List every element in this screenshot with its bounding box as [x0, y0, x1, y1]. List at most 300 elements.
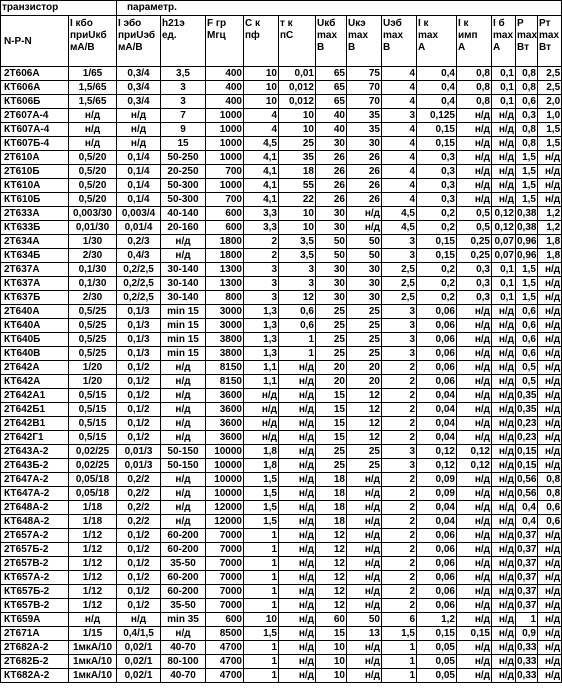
transistor-name-cell: КТ647А-2 [1, 487, 69, 501]
parameter-cell: н/д [279, 501, 316, 515]
parameter-cell: 26 [316, 151, 347, 165]
parameter-cell: 0,06 [417, 305, 457, 319]
transistor-name-cell: 2Т633А [1, 207, 69, 221]
parameter-cell: 25 [316, 333, 347, 347]
parameter-cell: 4700 [206, 669, 244, 683]
parameter-cell: 12 [347, 417, 382, 431]
parameter-cell: 0,1/30 [69, 263, 117, 277]
parameter-cell: н/д [538, 431, 562, 445]
parameter-cell: н/д [347, 221, 382, 235]
parameter-cell: н/д [457, 431, 492, 445]
parameter-cell: н/д [457, 585, 492, 599]
parameter-cell: 0,1 [492, 95, 516, 109]
parameter-cell: 0,2 [417, 207, 457, 221]
parameter-cell: 1 [244, 599, 279, 613]
column-header-line: max [418, 30, 439, 41]
parameter-cell: н/д [492, 319, 516, 333]
parameter-cell: н/д [457, 319, 492, 333]
parameter-cell: н/д [279, 487, 316, 501]
parameter-cell: 4 [382, 179, 417, 193]
parameter-cell: 1/12 [69, 585, 117, 599]
parameter-cell: н/д [492, 501, 516, 515]
parameter-cell: н/д [457, 641, 492, 655]
parameter-cell: 0,1/4 [117, 165, 161, 179]
table-row [1, 81, 562, 95]
parameter-cell: 1,2 [417, 613, 457, 627]
parameter-cell: 1/18 [69, 501, 117, 515]
parameter-cell: 2 [382, 515, 417, 529]
parameter-cell: 0,1/2 [117, 403, 161, 417]
transistor-name-cell: 2Т647А-2 [1, 473, 69, 487]
table-row [1, 585, 562, 599]
parameter-cell: 26 [347, 151, 382, 165]
table-row [1, 571, 562, 585]
parameter-cell: 0,02/1 [117, 669, 161, 683]
parameter-cell: н/д [161, 403, 206, 417]
parameter-cell: 1 [244, 585, 279, 599]
transistor-name-cell: 2Т643Б-2 [1, 459, 69, 473]
parameter-cell: 50 [347, 235, 382, 249]
parameter-cell: 3600 [206, 431, 244, 445]
top-label-row [1, 1, 562, 16]
parameter-cell: 0,2 [417, 291, 457, 305]
parameter-cell: 1/18 [69, 515, 117, 529]
parameter-cell: 3 [382, 305, 417, 319]
parameter-cell: 2,5 [538, 81, 562, 95]
parameter-cell: 65 [316, 95, 347, 109]
parameter-cell: 0,1/3 [117, 305, 161, 319]
parameter-cell: н/д [457, 151, 492, 165]
parameter-cell: н/д [492, 571, 516, 585]
parameter-cell: 26 [347, 193, 382, 207]
parameter-cell: н/д [347, 487, 382, 501]
parameter-cell: 0,2/2,5 [117, 291, 161, 305]
parameter-cell: н/д [457, 347, 492, 361]
parameter-cell: н/д [492, 669, 516, 683]
table-row [1, 263, 562, 277]
parameter-cell: 0,5 [457, 207, 492, 221]
parameter-cell: 1 [516, 613, 538, 627]
parameter-cell: 0,06 [417, 347, 457, 361]
column-header [457, 16, 492, 67]
parameter-cell: 1,5 [244, 501, 279, 515]
parameter-cell: н/д [279, 529, 316, 543]
table-row [1, 473, 562, 487]
parameter-cell: 0,8 [538, 473, 562, 487]
column-header [382, 16, 417, 67]
column-header-line: т к [280, 18, 293, 29]
parameter-cell: 700 [206, 165, 244, 179]
parameter-cell: 12 [347, 431, 382, 445]
parameter-cell: 4 [382, 151, 417, 165]
parameter-cell: 7000 [206, 599, 244, 613]
parameter-cell: 30-140 [161, 263, 206, 277]
parameter-cell: 0,04 [417, 431, 457, 445]
parameter-cell: 0,23 [517, 431, 537, 443]
parameter-cell: 70 [347, 95, 382, 109]
parameter-cell: 30 [347, 263, 382, 277]
parameter-cell: 1,5 [516, 151, 538, 165]
parameter-cell: 0,1/2 [117, 389, 161, 403]
parameter-cell: н/д [492, 655, 516, 669]
parameter-cell: 0,6 [516, 333, 538, 347]
table-row [1, 641, 562, 655]
parameter-cell: 0,012 [279, 95, 316, 109]
parameter-cell: 0,2/2 [117, 515, 161, 529]
parameter-cell: 0,15 [517, 459, 537, 471]
parameter-cell: 12 [316, 529, 347, 543]
parameter-cell: 30 [316, 291, 347, 305]
parameter-cell: 0,35 [517, 389, 537, 401]
table-row [1, 95, 562, 109]
transistor-name-cell: КТ607А-4 [1, 123, 69, 137]
parameter-cell: 8150 [206, 375, 244, 389]
parameter-cell: 7000 [206, 529, 244, 543]
parameter-cell: 0,3 [417, 193, 457, 207]
table-row [1, 403, 562, 417]
parameter-cell: н/д [279, 459, 316, 473]
parameter-cell: 50-300 [161, 193, 206, 207]
parameter-cell: н/д [457, 123, 492, 137]
column-header-line: В [383, 42, 391, 53]
parameter-cell: 1000 [206, 151, 244, 165]
parameter-cell: 35 [347, 109, 382, 123]
parameter-cell: 4 [382, 67, 417, 81]
parameter-cell: 2,5 [538, 67, 562, 81]
parameter-cell: н/д [279, 655, 316, 669]
parameter-cell: 1,5 [244, 487, 279, 501]
transistor-name-cell: КТ648А-2 [1, 515, 69, 529]
parameter-cell: 25 [316, 347, 347, 361]
parameter-cell: н/д [492, 165, 516, 179]
parameter-cell: 0,5 [457, 221, 492, 235]
parameter-cell: 0,37 [517, 571, 537, 583]
parameter-cell: н/д [457, 375, 492, 389]
parameter-cell: 25 [347, 319, 382, 333]
parameter-cell: 4,1 [244, 179, 279, 193]
parameter-cell: 25 [316, 305, 347, 319]
column-header-line: I кбо [70, 18, 93, 29]
parameter-cell: н/д [457, 333, 492, 347]
parameter-cell: 7 [161, 109, 206, 123]
parameter-cell: 0,1/2 [117, 417, 161, 431]
column-header-line: I к [418, 18, 429, 29]
parameter-cell: н/д [492, 445, 516, 459]
table-row [1, 109, 562, 123]
parameter-cell: 10 [244, 81, 279, 95]
parameter-cell: 0,2/3 [117, 235, 161, 249]
parameter-cell: min 15 [161, 319, 206, 333]
transistor-name-cell: 2Т606А [1, 67, 69, 81]
parameter-cell: 12 [347, 403, 382, 417]
transistor-name-cell: КТ657В-2 [1, 599, 69, 613]
parameter-cell: 30 [347, 291, 382, 305]
parameter-cell: 0,15 [417, 137, 457, 151]
parameter-cell: 2 [382, 599, 417, 613]
parameter-cell: 0,56 [517, 487, 537, 499]
parameter-cell: 15 [316, 389, 347, 403]
parameter-cell: 1 [279, 333, 316, 347]
parameter-cell: 1,8 [244, 445, 279, 459]
parameter-cell: 0,2 [417, 263, 457, 277]
parameter-cell: 1,5 [516, 277, 538, 291]
parameter-cell: 0,5/15 [69, 403, 117, 417]
column-header-line: С к [245, 18, 261, 29]
parameter-cell: 0,1/2 [117, 571, 161, 585]
parameter-cell: 1,8 [538, 249, 562, 263]
transistor-name-cell: 2Т648А-2 [1, 501, 69, 515]
parameter-cell: 0,1/2 [117, 431, 161, 445]
parameter-cell: 8150 [206, 361, 244, 375]
column-header [244, 16, 279, 67]
parameter-cell: н/д [279, 403, 316, 417]
parameter-cell: н/д [538, 263, 562, 277]
parameter-cell: 1 [244, 571, 279, 585]
parameter-cell: 10 [316, 655, 347, 669]
parameter-cell: н/д [492, 585, 516, 599]
parameter-cell: 0,5 [516, 361, 538, 375]
parameter-cell: н/д [538, 361, 562, 375]
parameter-cell: 1000 [206, 109, 244, 123]
parameter-cell: 60-200 [161, 571, 206, 585]
parameter-cell: 0,1/4 [117, 193, 161, 207]
parameter-cell: 25 [347, 459, 382, 473]
parameter-cell: 3,3 [244, 221, 279, 235]
parameter-cell: 8500 [206, 627, 244, 641]
parameter-cell: н/д [457, 361, 492, 375]
parameter-cell: 25 [347, 305, 382, 319]
parameter-cell: н/д [492, 347, 516, 361]
parameter-cell: 18 [316, 501, 347, 515]
parameter-cell: 0,8 [516, 81, 538, 95]
parameter-cell: 55 [279, 179, 316, 193]
parameter-cell: 60-200 [161, 585, 206, 599]
parameter-cell: 0,01 [279, 67, 316, 81]
parameter-cell: 0,6 [279, 305, 316, 319]
parameter-cell: 30 [316, 207, 347, 221]
parameter-cell: 0,37 [517, 585, 537, 597]
transistor-name-cell: 2Т657В-2 [1, 557, 69, 571]
parameter-cell: н/д [538, 291, 562, 305]
parameter-cell: н/д [538, 319, 562, 333]
table-row [1, 333, 562, 347]
parameter-cell: н/д [457, 655, 492, 669]
parameter-cell: н/д [538, 543, 562, 557]
parameter-cell: н/д [347, 571, 382, 585]
parameter-cell: 15 [316, 431, 347, 445]
table-row [1, 501, 562, 515]
column-header [492, 16, 516, 67]
parameter-cell: 0,96 [517, 235, 537, 247]
parameter-cell: 10 [244, 95, 279, 109]
column-header [516, 16, 538, 67]
parameter-cell: 0,06 [417, 375, 457, 389]
parameter-cell: н/д [457, 193, 492, 207]
parameter-cell: н/д [161, 417, 206, 431]
parameter-cell: 3,5 [279, 235, 316, 249]
parameter-cell: 18 [279, 165, 316, 179]
parameter-cell: 0,1/2 [117, 585, 161, 599]
parameter-cell: 3 [382, 333, 417, 347]
parameter-cell: н/д [161, 431, 206, 445]
parameter-cell: 0,8 [457, 95, 492, 109]
transistor-name-cell: 2Т642В1 [1, 417, 69, 431]
parameter-cell: 0,2/2 [117, 473, 161, 487]
column-header-line: В [348, 42, 356, 53]
parameter-cell: 0,5/20 [69, 179, 117, 193]
table-row [1, 389, 562, 403]
parameter-cell: 0,2/2 [117, 487, 161, 501]
parameter-cell: 50-150 [161, 459, 206, 473]
parameter-cell: 1,5 [538, 137, 562, 151]
parameter-cell: н/д [457, 305, 492, 319]
column-header-line: А [458, 42, 466, 53]
parameter-cell: н/д [492, 543, 516, 557]
column-header-line: I эбо [118, 18, 142, 29]
parameter-cell: н/д [538, 557, 562, 571]
parameter-cell: н/д [279, 375, 316, 389]
transistor-name-cell: КТ637А [1, 277, 69, 291]
parameter-cell: н/д [538, 165, 562, 179]
parameter-cell: н/д [69, 613, 117, 627]
parameter-cell: 3 [161, 95, 206, 109]
parameter-cell: н/д [279, 543, 316, 557]
parameter-cell: 10000 [206, 473, 244, 487]
column-header-line: I б [493, 18, 505, 29]
parameter-cell: н/д [161, 361, 206, 375]
parameter-cell: 0,3 [417, 179, 457, 193]
parameter-cell: н/д [279, 571, 316, 585]
parameter-cell: 1,1 [244, 375, 279, 389]
parameter-cell: 75 [347, 67, 382, 81]
parameter-cell: 3 [382, 249, 417, 263]
parameter-cell: 0,06 [417, 571, 457, 585]
column-header [279, 16, 316, 67]
parameter-cell: н/д [538, 417, 562, 431]
parameter-cell: 12 [316, 599, 347, 613]
parameter-cell: 1,5 [516, 193, 538, 207]
parameter-cell: 0,5/20 [69, 165, 117, 179]
parameter-cell: 1,3 [244, 347, 279, 361]
parameter-cell: 65 [316, 67, 347, 81]
parameter-cell: н/д [117, 123, 161, 137]
parameter-cell: 25 [279, 137, 316, 151]
column-header-line: Вт [517, 42, 529, 53]
parameter-cell: 1 [244, 557, 279, 571]
parameter-cell: 1,8 [244, 459, 279, 473]
parameter-cell: 0,5/25 [69, 319, 117, 333]
transistor-name-cell: 2Т642Г1 [1, 431, 69, 445]
parameter-cell: 0,6 [538, 501, 562, 515]
transistor-name-cell: 2Т671А [1, 627, 69, 641]
parameter-cell: 10 [279, 221, 316, 235]
parameter-cell: 50 [347, 613, 382, 627]
parameter-cell: 3600 [206, 417, 244, 431]
table-row [1, 291, 562, 305]
parameter-cell: 0,5/25 [69, 347, 117, 361]
parameter-cell: 0,15 [417, 627, 457, 641]
parameter-cell: 2 [382, 543, 417, 557]
parameter-cell: 0,04 [417, 417, 457, 431]
parameter-cell: 0,2 [417, 277, 457, 291]
parameter-cell: н/д [492, 305, 516, 319]
parameter-cell: 50 [316, 235, 347, 249]
parameter-cell: 0,8 [516, 67, 538, 81]
parameter-cell: 18 [316, 473, 347, 487]
parameter-cell: 0,1/4 [117, 179, 161, 193]
parameter-cell: н/д [279, 473, 316, 487]
parameter-cell: 3 [279, 277, 316, 291]
parameter-cell: 35 [279, 151, 316, 165]
top-label-parameter: параметр. [117, 1, 562, 16]
parameter-cell: 3800 [206, 333, 244, 347]
transistor-name-cell: 2Т642А1 [1, 389, 69, 403]
table-row [1, 193, 562, 207]
parameter-cell: 0,05 [417, 641, 457, 655]
column-header [117, 16, 161, 67]
parameter-cell: н/д [347, 641, 382, 655]
parameter-cell: 0,003/4 [117, 207, 161, 221]
parameter-cell: min 15 [161, 333, 206, 347]
parameter-cell: 0,37 [517, 599, 537, 611]
parameter-cell: 10 [316, 669, 347, 683]
parameter-cell: 0,9 [516, 627, 538, 641]
table-row [1, 599, 562, 613]
parameter-cell: 800 [206, 291, 244, 305]
parameter-cell: н/д [457, 669, 492, 683]
parameter-cell: 1 [244, 669, 279, 683]
parameter-cell: 7000 [206, 543, 244, 557]
transistor-name-cell: 2Т682Б-2 [1, 655, 69, 669]
parameter-cell: н/д [161, 515, 206, 529]
parameter-cell: 1 [244, 655, 279, 669]
parameter-cell: н/д [492, 529, 516, 543]
parameter-cell: 0,33 [517, 655, 537, 667]
table-row [1, 417, 562, 431]
parameter-cell: 0,1 [492, 291, 516, 305]
parameter-cell: 0,04 [417, 515, 457, 529]
parameter-cell: 1,2 [538, 207, 562, 221]
parameter-cell: н/д [69, 137, 117, 151]
parameter-cell: 40-140 [161, 207, 206, 221]
parameter-cell: 1 [382, 669, 417, 683]
parameter-cell: 0,06 [417, 333, 457, 347]
parameter-cell: 4 [382, 123, 417, 137]
parameter-cell: 1/12 [69, 571, 117, 585]
transistor-name-cell: 2Т682А-2 [1, 641, 69, 655]
parameter-cell: 1,5 [516, 263, 538, 277]
column-header-line: пС [280, 30, 294, 41]
parameter-cell: 0,3 [417, 165, 457, 179]
parameter-cell: 1мкА/10 [69, 655, 117, 669]
parameter-cell: 3 [244, 277, 279, 291]
parameter-cell: 2 [382, 487, 417, 501]
parameter-cell: н/д [538, 459, 562, 473]
parameter-cell: 15 [161, 137, 206, 151]
table-row [1, 165, 562, 179]
column-header [1, 16, 69, 67]
parameter-cell: н/д [161, 627, 206, 641]
parameter-cell: 2 [382, 375, 417, 389]
column-header-line: имп [458, 30, 478, 41]
parameter-cell: 0,4 [516, 515, 538, 529]
parameter-cell: н/д [492, 557, 516, 571]
column-header-line: В [317, 42, 325, 53]
parameter-cell: 600 [206, 221, 244, 235]
parameter-cell: 0,012 [279, 81, 316, 95]
parameter-cell: 25 [347, 333, 382, 347]
parameter-cell: н/д [492, 389, 516, 403]
